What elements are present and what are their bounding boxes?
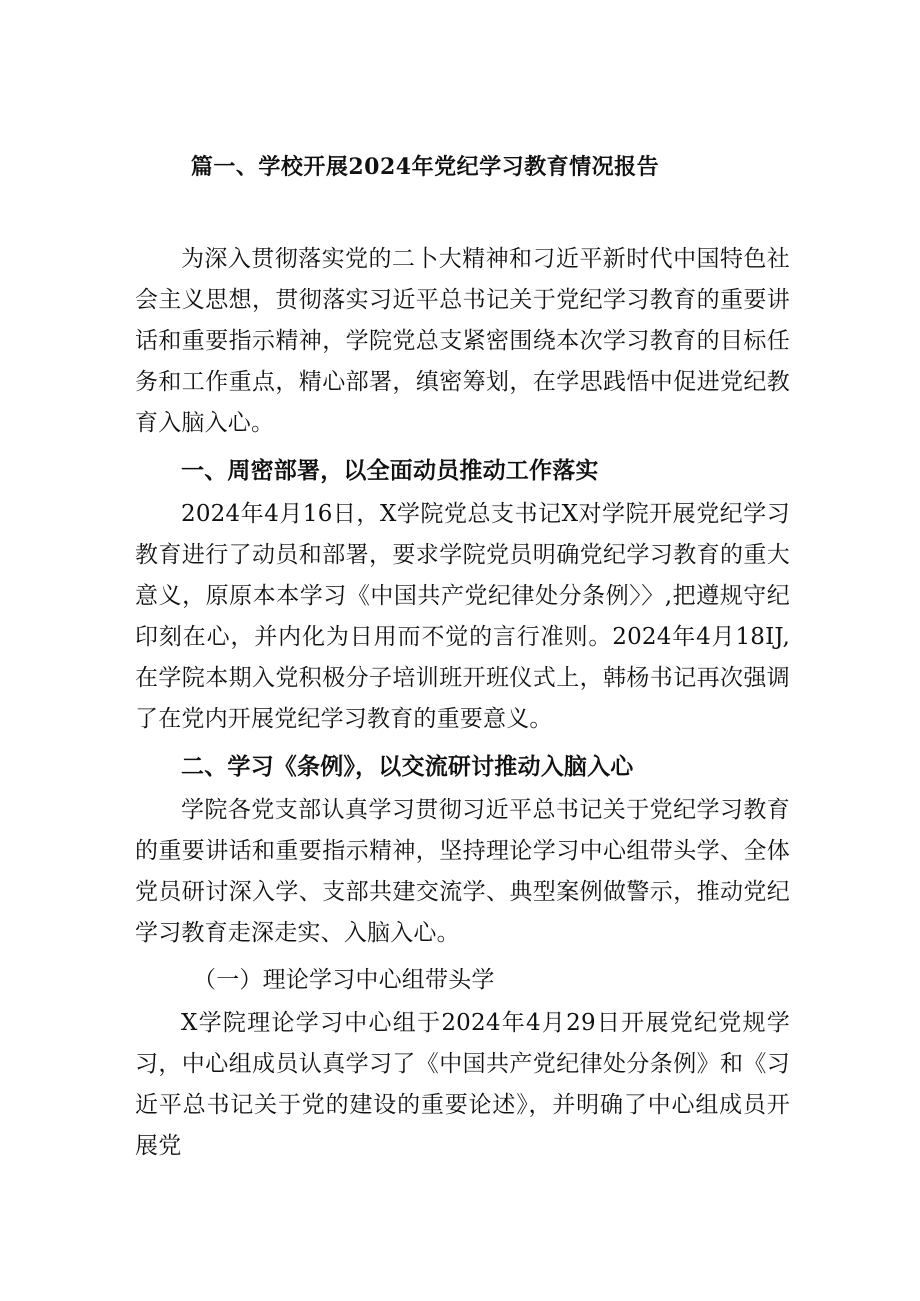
section-2-paragraph: 学院各党支部认真学习贯彻习近平总书记关于党纪学习教育的重要讲话和重要指示精神，坚持理论学习中心组带头学、全体党员研讨深入学、支部共建交流学、典型案例做警示，推动党纪学习教育走深走实、入脑入心。 [135,797,790,946]
section-1-heading: 一、周密部署，以全面动员推动工作落实 [181,457,599,484]
document-body [135,239,790,1167]
intro-paragraph: 为深入贯彻落实党的二卜大精神和刁近平新时代中国特色社会主义思想，贯彻落实习近平总书记关于党纪学习教育的重要讲话和重要指示精神，学院党总支紧密围绕本次学习教育的目标任务和工作重点，精心部署，缜密筹划，在学思践悟中促进党纪教育入脑入心。 [135,246,790,436]
section-1-paragraph: 2024年4月16日，X学院党总支书记X对学院开展党纪学习教育进行了动员和部署，要求学院党员明确党纪学习教育的重大意义，原原本本学习《中国共产党纪律处分条例〉〉,把遵规守纪印刻在心，并内化为日用而不觉的言行准则。2024年4月18IJ,在学院本期入党积极分子培训班开班仪式上，韩杨书记再次强调了在党内开展党纪学习教育的重要意义。 [135,501,790,732]
section-2-heading: 二、学习《条例》，以交流研讨推动入脑入心 [181,753,634,780]
subsection-1-paragraph: X学院理论学习中心组于2024年4月29日开展党纪党规学习，中心组成员认真学习了《中国共产党纪律处分条例》和《习近平总书记关于党的建设的重要论述》，并明确了中心组成员开展党 [135,1010,790,1159]
document-title: 篇一、学校开展2024年党纪学习教育情况报告 [190,154,660,180]
subsection-1-heading: （一）理论学习中心组带头学 [193,967,495,993]
